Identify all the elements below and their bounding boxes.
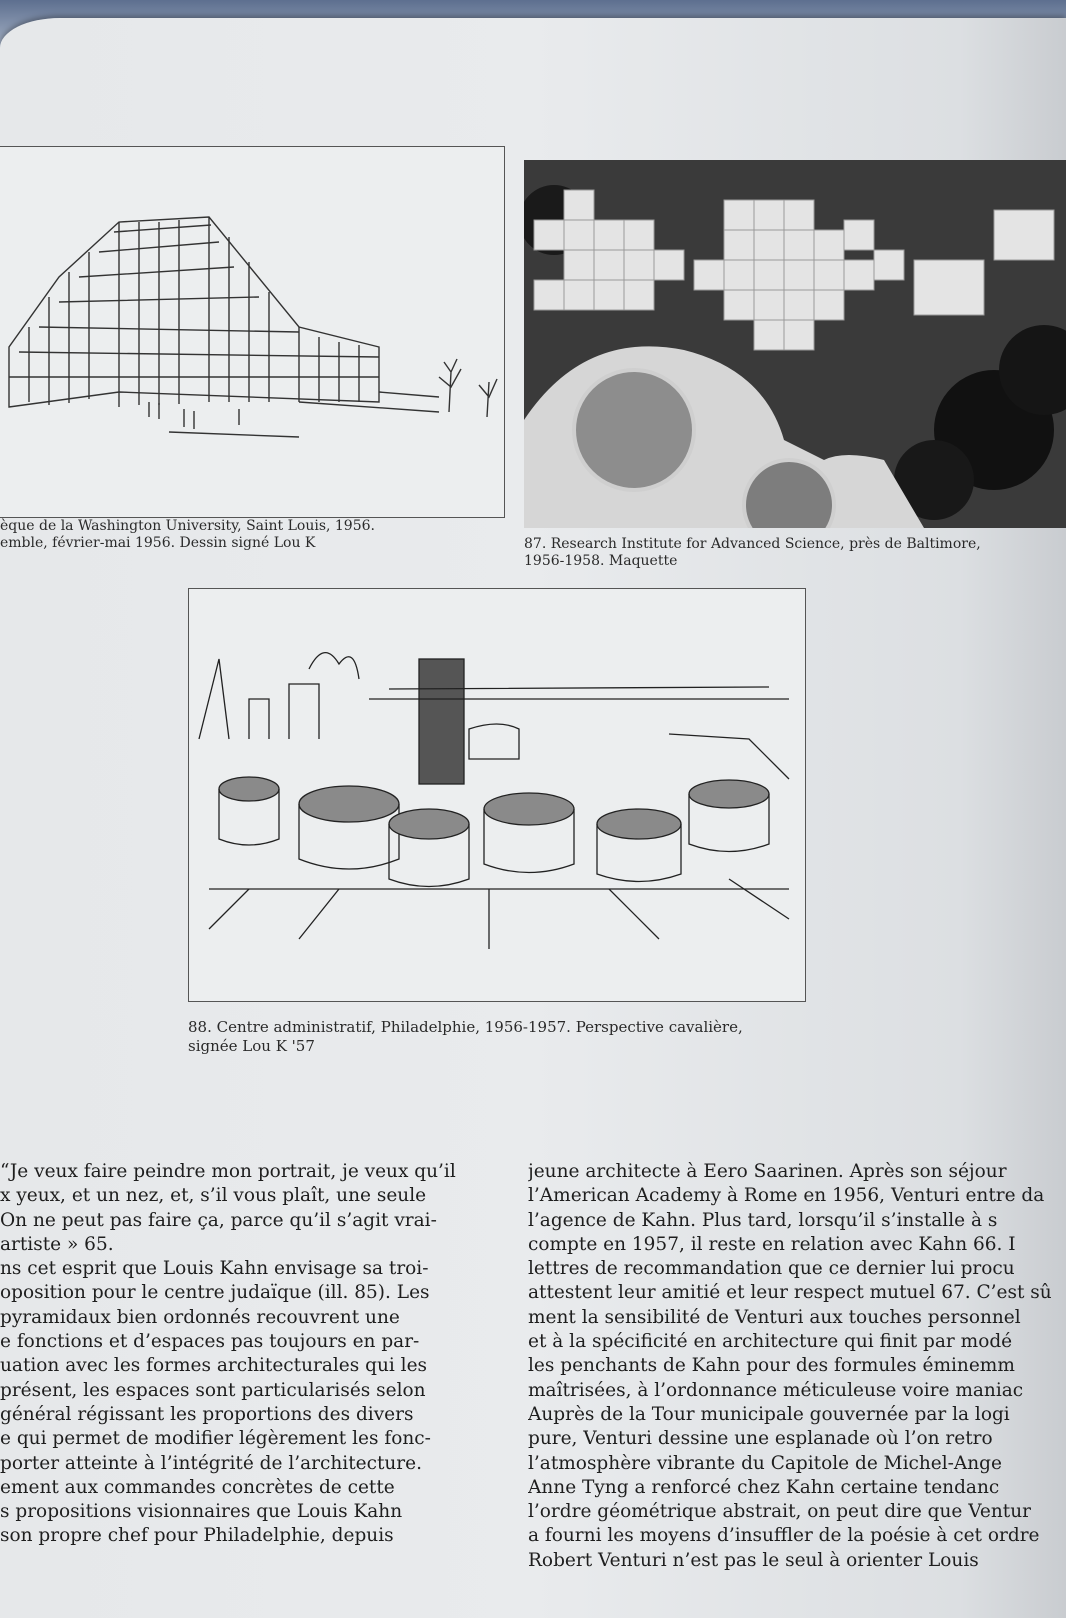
left-line: présent, les espaces sont particularisés selon <box>0 1379 426 1401</box>
figure-86-caption <box>0 518 375 552</box>
left-line: e qui permet de modifier légèrement les fonc- <box>0 1428 431 1450</box>
book-page <box>0 18 1066 1618</box>
research-institute-model <box>524 160 1066 528</box>
figure-88-caption-line1: 88. Centre administratif, Philadelphie, 1956-1957. Perspective cavalière, <box>188 1018 743 1036</box>
right-line: maîtrisées, à l’ordonnance méticuleuse voire maniac <box>528 1379 1024 1401</box>
left-line: artiste » 65. <box>0 1233 114 1255</box>
left-line: ns cet esprit que Louis Kahn envisage sa troi- <box>0 1258 429 1280</box>
text-column-right <box>528 1160 1066 1600</box>
right-line: ment la sensibilité de Venturi aux touches personnel <box>528 1306 1021 1328</box>
text-column-left <box>0 1160 482 1600</box>
administrative-center-sketch <box>189 589 805 1001</box>
right-line: attestent leur amitié et leur respect mutuel 67. C’est sû <box>528 1282 1052 1304</box>
figure-86-caption-line2: emble, février-mai 1956. Dessin signé Lou K <box>0 535 316 551</box>
figure-86-drawing <box>0 146 505 518</box>
right-line: les penchants de Kahn pour des formules éminemm <box>528 1355 1015 1377</box>
left-line: ement aux commandes concrètes de cette <box>0 1476 395 1498</box>
right-line: l’ordre géométrique abstrait, on peut dire que Ventur <box>528 1501 1031 1523</box>
figure-86-caption-line1: èque de la Washington University, Saint Louis, 1956. <box>0 518 375 534</box>
figure-87-caption-line1: 87. Research Institute for Advanced Science, près de Baltimore, <box>524 536 981 552</box>
right-line: l’agence de Kahn. Plus tard, lorsqu’il s’installe à s <box>528 1209 998 1231</box>
right-line: et à la spécificité en architecture qui finit par modé <box>528 1331 1013 1353</box>
left-line: “Je veux faire peindre mon portrait, je veux qu’il <box>0 1161 456 1182</box>
left-line: e fonctions et d’espaces pas toujours en par- <box>0 1331 420 1353</box>
right-line: a fourni les moyens d’insuffler de la poésie à cet ordre <box>528 1525 1040 1547</box>
left-line: x yeux, et un nez, et, s’il vous plaît, une seule <box>0 1185 427 1207</box>
left-line: oposition pour le centre judaïque (ill. 85). Les <box>0 1282 430 1304</box>
left-line: uation avec les formes architecturales qui les <box>0 1355 428 1377</box>
right-line: lettres de recommandation que ce dernier lui procu <box>528 1258 1015 1280</box>
right-line: Anne Tyng a renforcé chez Kahn certaine tendanc <box>528 1476 1000 1498</box>
left-line: son propre chef pour Philadelphie, depuis <box>0 1525 394 1547</box>
left-line: général régissant les proportions des divers <box>0 1403 414 1425</box>
left-line: pyramidaux bien ordonnés recouvrent une <box>0 1306 400 1328</box>
right-line: jeune architecte à Eero Saarinen. Après son séjour <box>528 1161 1007 1182</box>
left-line: s propositions visionnaires que Louis Kahn <box>0 1501 403 1523</box>
figure-88-caption <box>188 1018 743 1056</box>
right-line: l’American Academy à Rome en 1956, Venturi entre da <box>528 1185 1045 1207</box>
right-line: Robert Venturi n’est pas le seul à orienter Louis <box>528 1549 979 1571</box>
right-line: compte en 1957, il reste en relation avec Kahn 66. I <box>528 1233 1016 1255</box>
figure-87-photo <box>524 160 1066 528</box>
figure-87-caption-line2: 1956-1958. Maquette <box>524 553 678 569</box>
right-line: Auprès de la Tour municipale gouvernée par la logi <box>528 1403 1010 1425</box>
figure-88-caption-line2: signée Lou K '57 <box>188 1037 315 1055</box>
right-line: pure, Venturi dessine une esplanade où l’on retro <box>528 1428 993 1450</box>
library-sketch <box>0 147 504 517</box>
figure-87-caption <box>524 536 981 570</box>
left-line: On ne peut pas faire ça, parce qu’il s’agit vrai- <box>0 1209 437 1231</box>
figure-88-drawing <box>188 588 806 1002</box>
left-line: porter atteinte à l’intégrité de l’architecture. <box>0 1452 422 1474</box>
right-line: l’atmosphère vibrante du Capitole de Michel-Ange <box>528 1452 1002 1474</box>
